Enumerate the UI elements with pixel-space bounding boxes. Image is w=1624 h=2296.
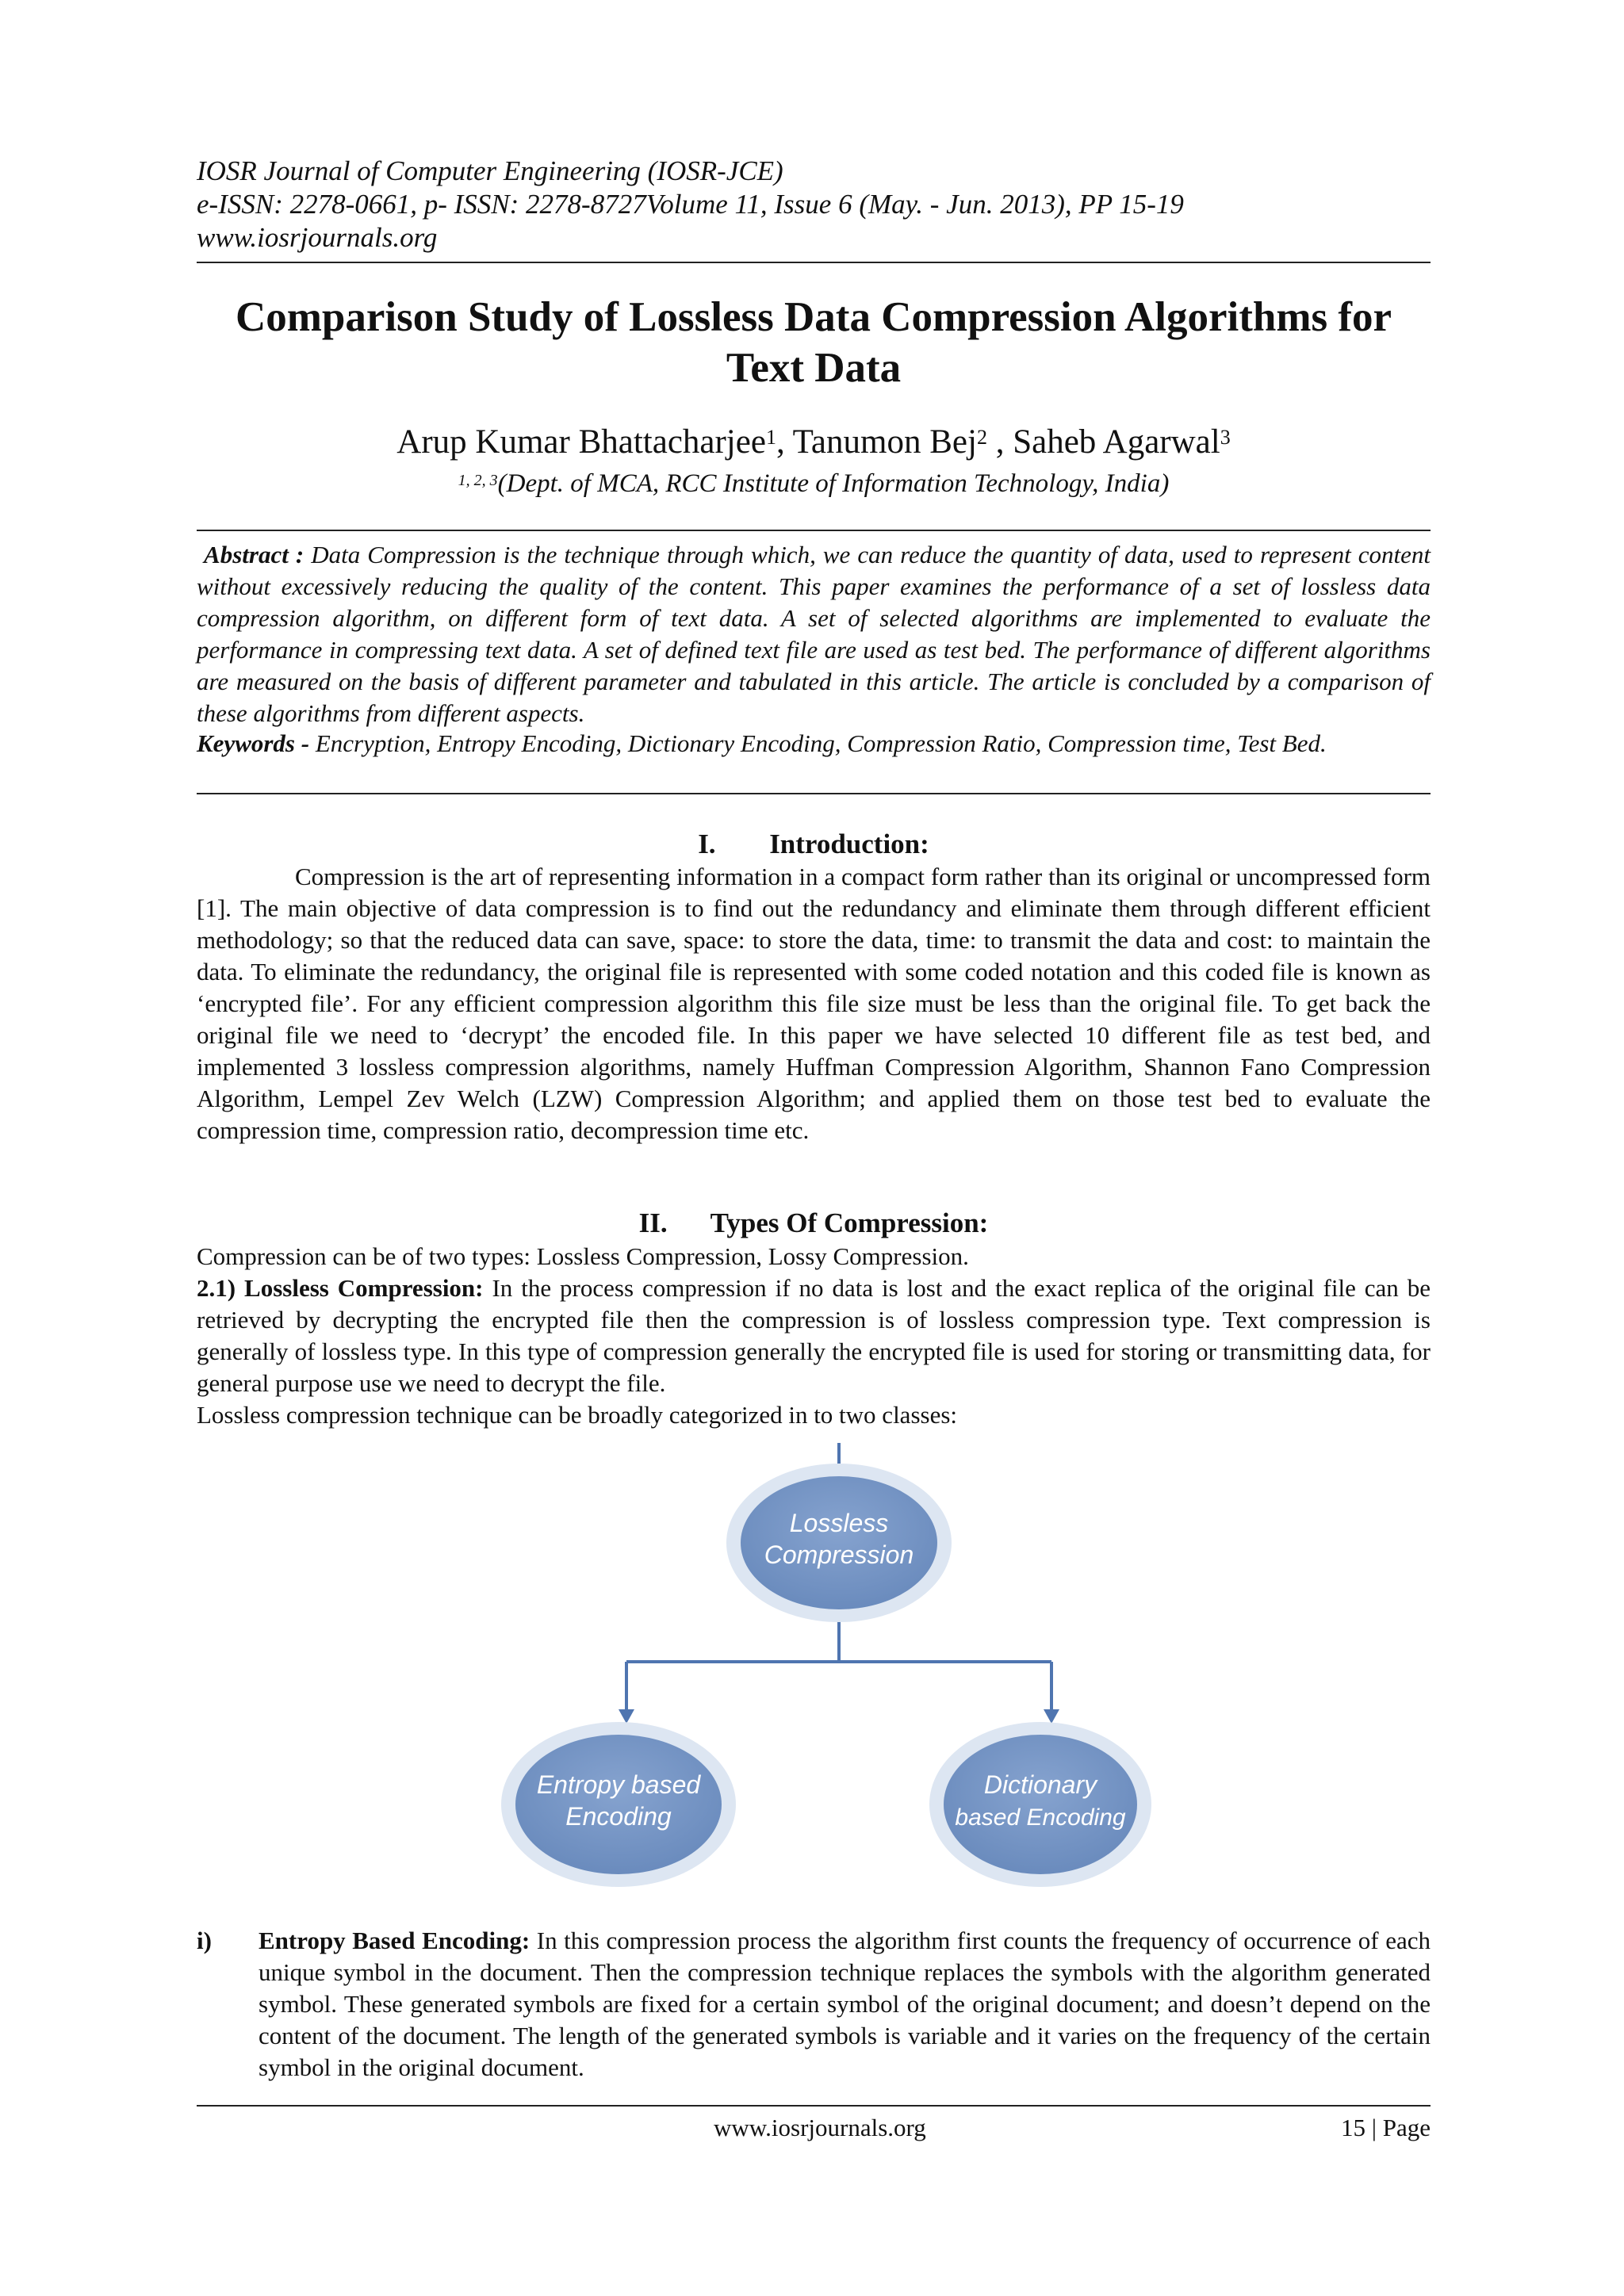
author-list: Arup Kumar Bhattacharjee$^1$, Tanumon Bej$^2$ , Saheb Agarwal$^3$ — [396, 423, 1231, 461]
author-sup: 3 — [1220, 426, 1231, 449]
node-lossless-compression — [726, 1464, 952, 1622]
node-label: Dictionary — [983, 1770, 1097, 1799]
introduction-paragraph: Compression is the art of representing information in a compact form rather than its original or uncompressed form [1]. The main objective of data compression is to find out the redundancy and eliminate them through different efficient methodology; so that the reduced data can save, space: to store the data, time: to transmit the data and cost: to maintain the data. To eliminate the redundancy, the original file is represented with some coded notation and this coded file is known as ‘encrypted file’. For any efficient compression algorithm this file size must be less than the original file. To get back the original file we need to ‘decrypt’ the encoded file. In this paper we have selected 10 different file as test bed, and implemented 3 lossless compression algorithms, namely Huffman Compression Algorithm, Shannon Fano Compression Algorithm, Lempel Zev Welch (LZW) Compression Algorithm; and applied them on those test bed to evaluate the compression time, compression ratio, decompression time etc. — [197, 863, 1431, 1144]
right-arrowhead — [1044, 1709, 1059, 1724]
abstract-label: Abstract : — [204, 541, 304, 568]
lossless-label: 2.1) Lossless Compression: — [197, 1274, 484, 1302]
node-label: Compression — [764, 1540, 914, 1569]
left-arrowhead — [619, 1709, 634, 1724]
title-line-2: Text Data — [726, 345, 902, 391]
journal-website: www.iosrjournals.org — [197, 222, 438, 253]
title-line-1: Comparison Study of Lossless Data Compression Algorithms for — [235, 294, 1392, 340]
list-label: Entropy Based Encoding: — [259, 1927, 530, 1954]
paper-title — [197, 292, 1431, 393]
affiliation — [197, 468, 1431, 499]
affiliation-text: (Dept. of MCA, RCC Institute of Information Technology, India) — [497, 469, 1170, 498]
abstract — [197, 539, 1431, 729]
author-name: Saheb Agarwal — [1013, 423, 1220, 461]
author-sup: 1 — [765, 426, 776, 449]
node-label: Lossless — [789, 1509, 889, 1537]
footer-rule — [197, 2105, 1431, 2107]
section-title: Introduction: — [769, 828, 929, 859]
footer-page-number: 15 | Page — [1341, 2114, 1431, 2141]
node-dictionary-based-encoding — [929, 1722, 1151, 1887]
author-name: Arup Kumar Bhattacharjee — [396, 423, 766, 461]
list-marker: i) — [197, 1927, 212, 1954]
section-heading-types — [197, 1207, 1431, 1240]
list-text: In this compression process the algorithm first counts the frequency of occurrence of each unique symbol in the document. Then the compression technique replaces the symbols with the algorithm generated symbol. These generated symbols are fixed for a certain symbol of the original document; and doesn’t depend on the content of the document. The length of the generated symbols is variable and it varies on the frequency of the certain symbol in the original document. — [259, 1927, 1431, 2081]
abstract-bottom-rule — [197, 793, 1431, 794]
keywords-label: Keywords - — [197, 729, 310, 757]
abstract-top-rule — [197, 530, 1431, 531]
types-intro: Compression can be of two types: Lossless Compression, Lossy Compression. — [197, 1242, 969, 1270]
node-label: based Encoding — [955, 1804, 1126, 1831]
keywords — [197, 728, 1431, 760]
journal-header — [197, 155, 1434, 254]
keywords-text: Encryption, Entropy Encoding, Dictionary Encoding, Compression Ratio, Compression time, Test Bed. — [315, 729, 1327, 757]
affiliation-sup: 1, 2, 3 — [458, 472, 498, 489]
node-label: Encoding — [565, 1802, 672, 1831]
classes-intro: Lossless compression technique can be broadly categorized in to two classes: — [197, 1401, 958, 1429]
section-number: I. — [698, 828, 716, 859]
section-title: Types Of Compression: — [710, 1207, 989, 1238]
section-number: II. — [638, 1207, 668, 1238]
footer-website: www.iosrjournals.org — [714, 2114, 926, 2141]
node-label: Entropy based — [536, 1770, 701, 1799]
lossless-paragraph — [197, 1272, 1431, 1399]
abstract-text: Data Compression is the technique through which, we can reduce the quantity of data, used to represent content without excessively reducing the quality of the content. This paper examines the performance of a set of lossless data compression algorithm, on different form of text data. A set of selected algorithms are implemented to evaluate the performance in compressing text data. A set of defined text file are used as test bed. The performance of different algorithms are measured on the basis of different parameter and tabulated in this article. The article is concluded by a comparison of these algorithms from different aspects. — [197, 541, 1431, 727]
author-name: Tanumon Bej — [792, 423, 977, 461]
issn-line: e-ISSN: 2278-0661, p- ISSN: 2278-8727Volume 11, Issue 6 (May. - Jun. 2013), PP 15-19 — [197, 189, 1184, 220]
list-item-entropy — [197, 1925, 1431, 2084]
journal-name: IOSR Journal of Computer Engineering (IOSR-JCE) — [197, 155, 783, 186]
author-sup: 2 — [976, 426, 987, 449]
compression-tree-diagram — [476, 1443, 1158, 1895]
node-entropy-based-encoding — [501, 1722, 736, 1887]
section-heading-introduction — [197, 828, 1431, 861]
header-rule — [197, 262, 1431, 263]
lossless-text: In the process compression if no data is lost and the exact replica of the original file can be retrieved by decrypting the encrypted file then the compression is of lossless compression type. Text compression is generally of lossless type. In this type of compression generally the encrypted file is used for storing or transmitting data, for general purpose use we need to decrypt the file. — [197, 1274, 1431, 1397]
list-content — [259, 1925, 1431, 2084]
